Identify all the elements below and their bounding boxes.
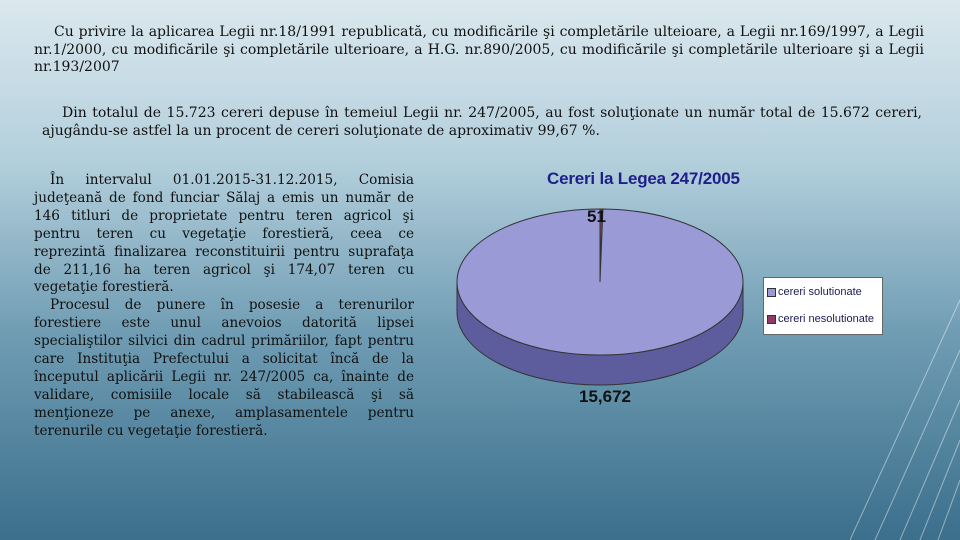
possession-process-text: Procesul de punere în posesie a terenurilor forestiere este unul anevoios datorită lipsei specialiştilor silvici din cadrul primăriilor, fapt pentru care Instituţia Prefectului a solicitat încă de la începutul aplicării Legii nr. 247/2005 ca, înainte de validare, comisiile locale să stabilească şi să menţioneze pe anexe, amplasamentele pentru terenurile cu vegetaţie forestieră. <box>34 297 414 439</box>
chart-legend <box>763 277 883 335</box>
data-label-nesolutionate: 51 <box>587 207 606 226</box>
legend-label: cereri solutionate <box>778 286 862 298</box>
pie-slice-solutionate <box>457 209 743 355</box>
chart-title: Cereri la Legea 247/2005 <box>547 169 740 188</box>
legend-item-nesolutionate <box>767 313 874 325</box>
statistics-paragraph: Din totalul de 15.723 cereri depuse în temeiul Legii nr. 247/2005, au fost soluţionate un număr total de 15.672 cereri, ajugându-se astfel la un procent de cereri soluţionate de aproximativ 99,67 %. <box>42 105 922 139</box>
intro-paragraph: Cu privire la aplicarea Legii nr.18/1991 republicată, cu modificările şi completările ulteioare, a Legii nr.169/1997, a Legii nr.1/2000, cu modificările şi completările ulterioare, a H.G. nr.890/2005, cu modificările şi completările ulterioare şi a Legii nr.193/2007 <box>34 24 924 75</box>
details-paragraph <box>34 172 414 441</box>
legend-label: cereri nesolutionate <box>778 313 875 325</box>
pie-chart <box>455 165 885 415</box>
data-label-solutionate: 15,672 <box>579 387 631 406</box>
legend-swatch <box>767 288 776 297</box>
legend-item-solutionate <box>767 286 862 298</box>
titles-issued-text: În intervalul 01.01.2015-31.12.2015, Comisia judeţeană de fond funciar Sălaj a emis un număr de 146 titluri de proprietate pentru teren agricol şi pentru teren cu vegetaţie forestieră, ceea ce reprezintă finalizarea reconstituirii pentru suprafaţa de 211,16 ha teren agricol şi 174,07 teren cu vegetaţie forestieră. <box>34 172 414 296</box>
legend-swatch <box>767 315 776 324</box>
